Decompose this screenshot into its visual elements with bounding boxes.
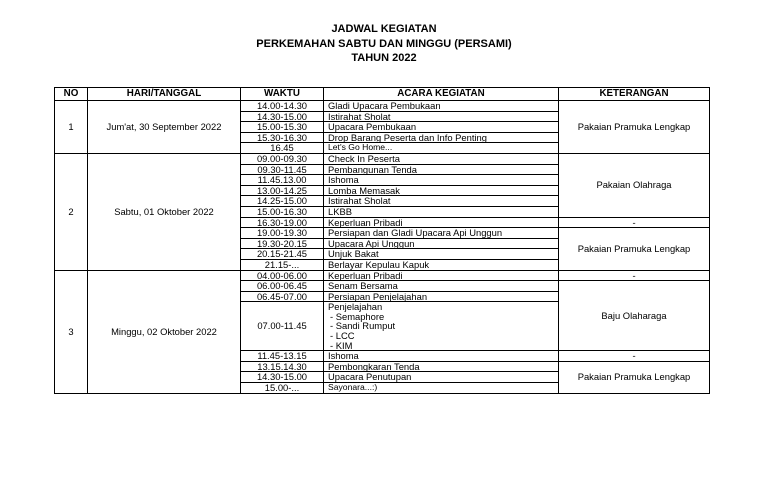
activity-cell: Sayonara...:) xyxy=(324,383,559,394)
activity-cell: Upacara Pembukaan xyxy=(324,122,559,133)
activity-cell: Check In Peserta xyxy=(324,153,559,164)
header-waktu: WAKTU xyxy=(241,88,324,101)
time-cell: 14.00-14.30 xyxy=(241,101,324,112)
activity-cell: Keperluan Pribadi xyxy=(324,217,559,228)
time-cell: 19.30-20.15 xyxy=(241,238,324,249)
day-number: 3 xyxy=(55,270,88,393)
remark-cell: Baju Olaharaga xyxy=(559,281,710,351)
schedule-table xyxy=(54,87,710,394)
activity-cell: Keperluan Pribadi xyxy=(324,270,559,281)
sub-item: - Sandi Rumput xyxy=(330,320,396,332)
day-number: 1 xyxy=(55,101,88,154)
time-cell: 13.00-14.25 xyxy=(241,185,324,196)
title-line-1: JADWAL KEGIATAN xyxy=(331,23,437,35)
time-cell: 16.30-19.00 xyxy=(241,217,324,228)
day-date: Jum'at, 30 September 2022 xyxy=(88,101,241,154)
activity-cell: Senam Bersama xyxy=(324,281,559,292)
activity-cell: LKBB xyxy=(324,206,559,217)
activity-cell: Upacara Penutupan xyxy=(324,372,559,383)
time-cell: 06.45-07.00 xyxy=(241,291,324,302)
remark-cell: - xyxy=(559,351,710,362)
activity-cell: Pembangunan Tenda xyxy=(324,164,559,175)
table-header-row xyxy=(55,88,710,101)
title-line-2: PERKEMAHAN SABTU DAN MINGGU (PERSAMI) xyxy=(256,37,512,50)
remark-cell: Pakaian Pramuka Lengkap xyxy=(559,101,710,154)
time-cell: 14.30-15.00 xyxy=(241,111,324,122)
time-cell: 07.00-11.45 xyxy=(241,302,324,351)
document-title xyxy=(0,22,768,66)
time-cell: 04.00-06.00 xyxy=(241,270,324,281)
activity-cell-penjelajahan xyxy=(324,302,559,351)
activity-cell: Berlayar Kepulau Kapuk xyxy=(324,259,559,270)
sub-item: - Semaphore xyxy=(330,310,385,322)
sub-item: - KIM xyxy=(330,339,353,351)
remark-cell: - xyxy=(559,217,710,228)
time-cell: 15.30-16.30 xyxy=(241,132,324,143)
time-cell: 15.00-15.30 xyxy=(241,122,324,133)
day-date: Minggu, 02 Oktober 2022 xyxy=(88,270,241,393)
time-cell: 14.30-15.00 xyxy=(241,372,324,383)
remark-cell: Pakaian Pramuka Lengkap xyxy=(559,228,710,270)
activity-cell: Gladi Upacara Pembukaan xyxy=(324,101,559,112)
activity-cell: Pembongkaran Tenda xyxy=(324,361,559,372)
activity-cell: Lomba Memasak xyxy=(324,185,559,196)
time-cell: 11.45.13.00 xyxy=(241,175,324,186)
remark-cell: - xyxy=(559,270,710,281)
time-cell: 15.00-16.30 xyxy=(241,206,324,217)
time-cell: 20.15-21.45 xyxy=(241,249,324,260)
header-acara: ACARA KEGIATAN xyxy=(324,88,559,101)
activity-cell: Istirahat Sholat xyxy=(324,196,559,207)
activity-cell: Ishoma xyxy=(324,351,559,362)
header-hari: HARI/TANGGAL xyxy=(88,88,241,101)
activity-cell: Drop Barang Peserta dan Info Penting xyxy=(324,132,559,143)
activity-cell: Persiapan dan Gladi Upacara Api Unggun xyxy=(324,228,559,239)
sub-item: - LCC xyxy=(330,330,355,342)
time-cell: 15.00-... xyxy=(241,383,324,394)
activity-cell: Ishoma xyxy=(324,175,559,186)
activity-label: Penjelajahan xyxy=(328,301,383,313)
remark-cell: Pakaian Pramuka Lengkap xyxy=(559,361,710,393)
activity-cell: Unjuk Bakat xyxy=(324,249,559,260)
title-line-3: TAHUN 2022 xyxy=(351,52,417,64)
time-cell: 09.30-11.45 xyxy=(241,164,324,175)
table-row xyxy=(55,153,710,164)
time-cell: 21.15-... xyxy=(241,259,324,270)
header-keterangan: KETERANGAN xyxy=(559,88,710,101)
remark-cell: Pakaian Olahraga xyxy=(559,153,710,217)
time-cell: 16.45 xyxy=(241,143,324,154)
time-cell: 13.15.14.30 xyxy=(241,361,324,372)
time-cell: 11.45-13.15 xyxy=(241,351,324,362)
time-cell: 19.00-19.30 xyxy=(241,228,324,239)
time-cell: 06.00-06.45 xyxy=(241,281,324,292)
table-row xyxy=(55,270,710,281)
day-number: 2 xyxy=(55,153,88,270)
activity-cell: Persiapan Penjelajahan xyxy=(324,291,559,302)
time-cell: 09.00-09.30 xyxy=(241,153,324,164)
activity-cell: Upacara Api Unggun xyxy=(324,238,559,249)
time-cell: 14.25-15.00 xyxy=(241,196,324,207)
activity-cell: Let's Go Home... xyxy=(324,143,559,154)
day-date: Sabtu, 01 Oktober 2022 xyxy=(88,153,241,270)
table-row xyxy=(55,101,710,112)
header-no: NO xyxy=(55,88,88,101)
activity-cell: Istirahat Sholat xyxy=(324,111,559,122)
